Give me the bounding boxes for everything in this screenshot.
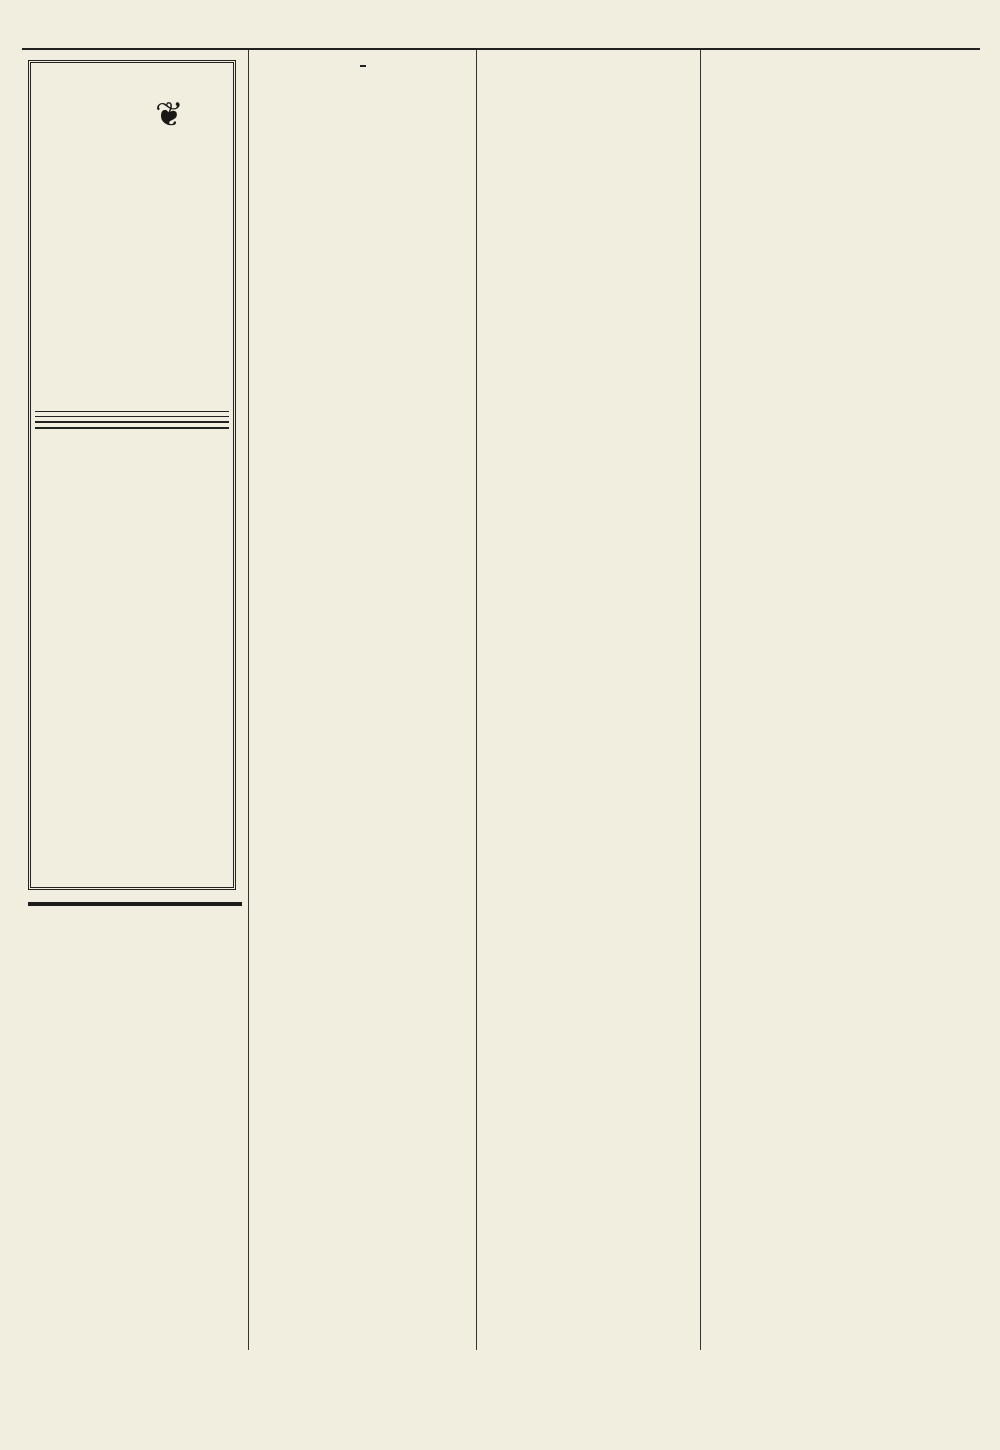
werner-pfleiderer-ad <box>256 56 470 71</box>
ad2-text <box>256 56 470 71</box>
directory-page <box>22 8 980 1442</box>
ad-product-1-type <box>35 421 229 423</box>
bernhardt-logo <box>28 902 242 906</box>
page-header <box>22 14 980 44</box>
column-divider-3 <box>700 50 701 1350</box>
column-divider-2 <box>476 50 477 1350</box>
column-1-lower <box>28 896 242 908</box>
ad-brand-block <box>35 75 229 405</box>
column-divider-1 <box>248 50 249 1350</box>
ornament-icon: ❦ <box>155 95 184 135</box>
header-rule <box>22 48 980 50</box>
ad-product-2 <box>35 427 229 429</box>
ad-award <box>35 411 229 417</box>
ad-product-1 <box>35 421 229 423</box>
ulrg-badge <box>360 65 366 67</box>
ad-product-2-type <box>35 427 229 429</box>
kemmerich-advertisement <box>28 60 236 890</box>
column-2 <box>256 56 470 79</box>
